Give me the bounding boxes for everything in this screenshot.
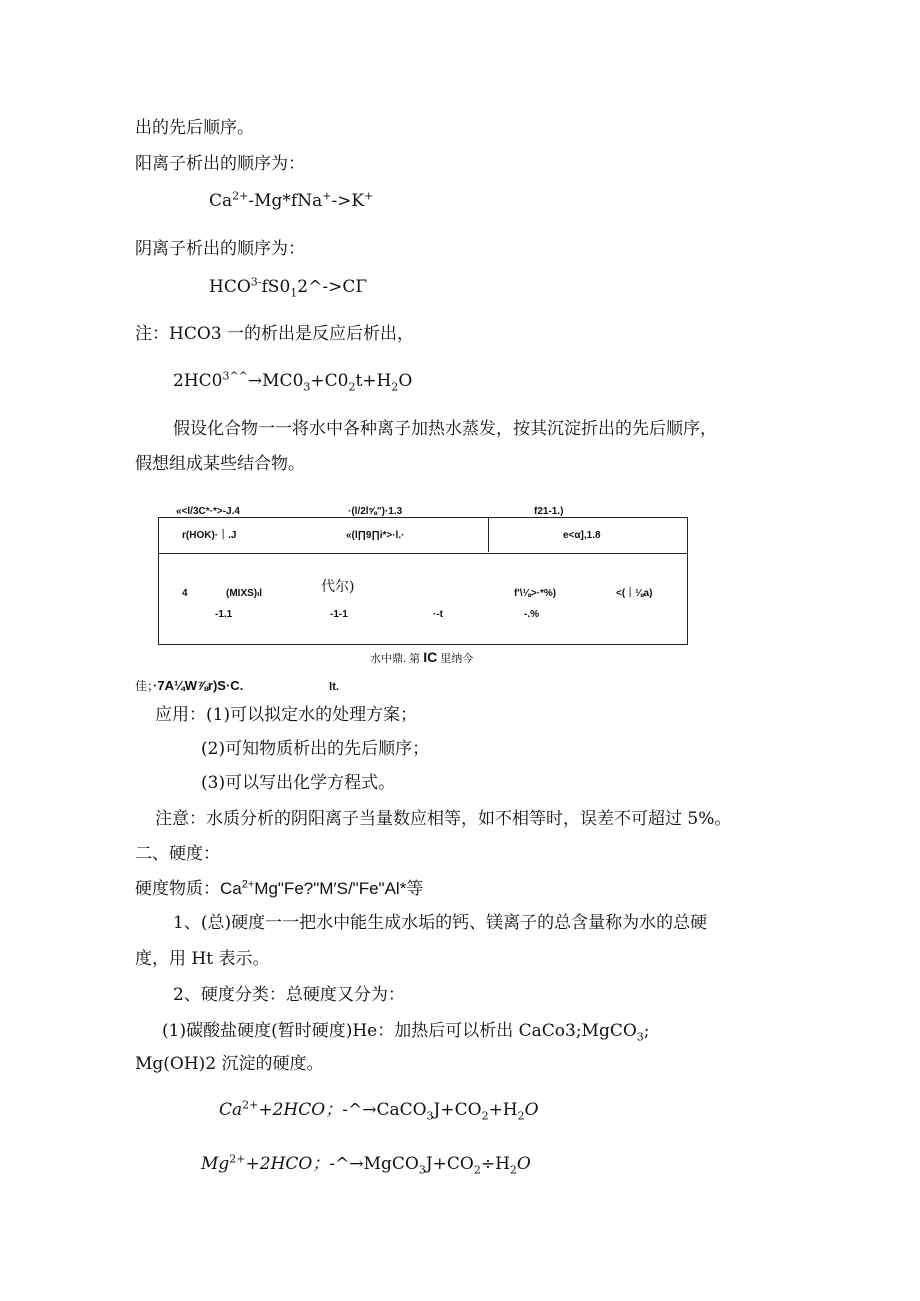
figure-caption: 水中鼎. 第 IC 里纳今 <box>370 649 474 665</box>
formula-anion-order: $HCO^{3-}fS0_12\^{}->C\Gamma$ <box>209 275 368 300</box>
figure-cell: (MIXS)ₗl <box>226 588 263 599</box>
text-line: 1、(总)硬度一一把水中能生成水垢的钙、镁离子的总含量称为水的总硬 <box>173 913 708 933</box>
figure-cell: 代尔) <box>321 579 355 595</box>
section-heading: 二、硬度： <box>135 844 220 864</box>
text-line: (3)可以写出化学方程式。 <box>201 773 396 793</box>
figure-top-label: ·(l/2l⅝")·1.3 <box>348 506 403 517</box>
text-line: 阴离子析出的顺序为： <box>135 239 305 259</box>
figure-cell: 4 <box>182 588 188 599</box>
formula-cation-order: $Ca^{2+}-Mg*fNa^+->K^+$ <box>209 189 374 211</box>
figure-top-label: f21-1.) <box>534 506 564 517</box>
figure-cell: -1.1 <box>215 609 233 620</box>
figure-cell: e<α],1.8 <box>563 530 601 541</box>
text-line: (1)碳酸盐硬度(暂时硬度)He：加热后可以析出 CaCo3;MgCO$_3$; <box>162 1021 650 1044</box>
text-line: (2)可知物质析出的先后顺序； <box>201 739 430 759</box>
formula-bicarbonate: $2HC0^{3\^{}\^{}}\to MC0_3+C0_2t+H_2O$ <box>173 369 413 394</box>
text-line: 注意：水质分析的阴阳离子当量数应相等，如不相等时，误差不可超过 5%。 <box>155 809 732 829</box>
text-line: 出的先后顺序。 <box>135 118 254 138</box>
text-line: 2、硬度分类：总硬度又分为： <box>173 985 405 1005</box>
figure-cell: ·-t <box>433 609 443 620</box>
figure-cell: «(l∏9∏i*>·l.· <box>346 530 405 541</box>
figure-row-cations <box>158 517 688 554</box>
figure-cell: -1-1 <box>330 609 348 620</box>
figure-cell: r(HOK)·｜.J <box>182 530 237 541</box>
text-line: Mg(OH)2 沉淀的硬度。 <box>135 1054 324 1074</box>
formula-magnesium-bicarbonate: $Mg^{2+}+2HCO$；$-\^{}\to MgCO_3J+CO_2\div H_2O$ <box>201 1152 531 1177</box>
garbled-line: 佳；·7A¼W⅞r)S·C. lt. <box>135 678 339 693</box>
figure-cell: -.% <box>524 609 539 620</box>
text-line: 硬度物质：$Ca^{2+}Mg"Fe?"M'S/"Fe"Al*$等 <box>135 878 424 899</box>
text-line: 假想组成某些结合物。 <box>135 454 305 474</box>
text-line: 阳离子析出的顺序为： <box>135 154 305 174</box>
figure-divider <box>488 517 489 552</box>
figure-top-label: «<l/3C*·*>-J.4 <box>176 506 240 517</box>
figure-cell: <(｜⅛a) <box>616 588 653 599</box>
text-line: 注：HCO3 一的析出是反应后析出， <box>135 324 414 344</box>
text-line: 假设化合物一一将水中各种离子加热水蒸发，按其沉淀折出的先后顺序， <box>173 419 717 439</box>
text-line: 度，用 Ht 表示。 <box>135 949 270 969</box>
formula-calcium-bicarbonate: $Ca^{2+}+2HCO$；$-\^{}\to CaCO_3J+CO_2+H_2O$ <box>219 1098 539 1123</box>
figure-cell: f'\⅛>·*%) <box>514 588 557 599</box>
text-line: 应用：(1)可以拟定水的处理方案； <box>155 705 418 725</box>
